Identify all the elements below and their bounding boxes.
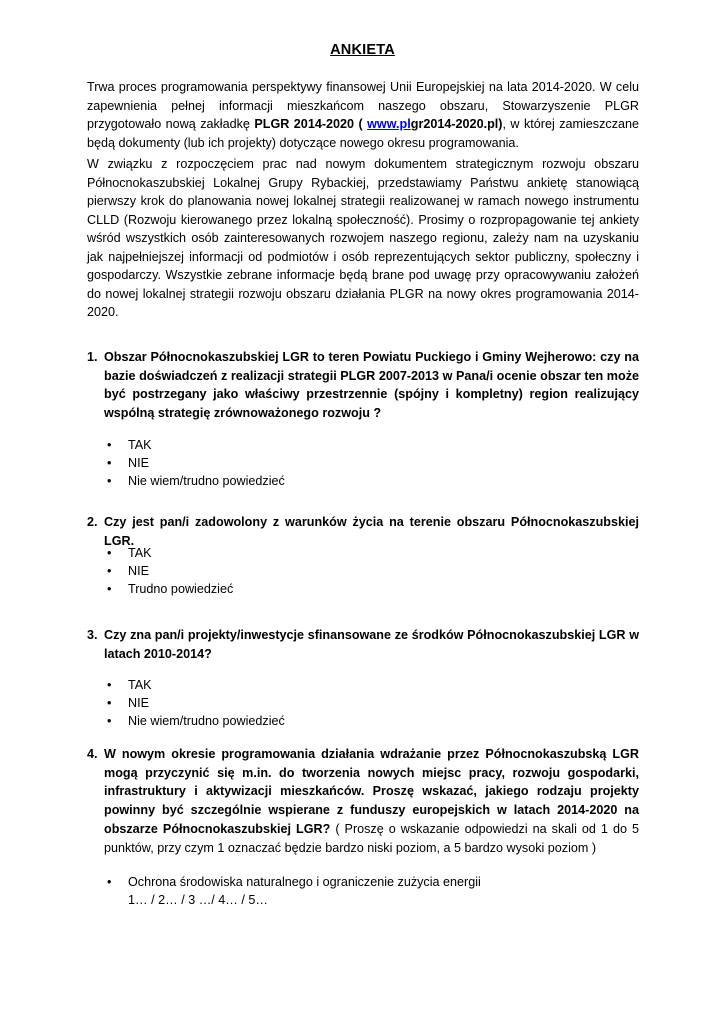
- page-title: ANKIETA: [330, 42, 395, 58]
- question-text: Czy zna pan/i projekty/inwestycje sfinansowane ze środków Północnokaszubskiej LGR w latach 2010-2014?: [104, 628, 639, 661]
- question-2-options: [107, 545, 233, 598]
- option-label: TAK: [128, 546, 152, 560]
- question-number: 4.: [87, 747, 98, 761]
- website-link[interactable]: [367, 117, 411, 131]
- option-item[interactable]: [107, 695, 285, 713]
- option-item[interactable]: [107, 581, 233, 599]
- option-label: NIE: [128, 563, 149, 578]
- option-label: Nie wiem/trudno powiedzieć: [128, 713, 285, 728]
- option-item[interactable]: [107, 545, 233, 563]
- question-3-options: [107, 677, 285, 730]
- bullet-icon: •: [107, 438, 112, 452]
- question-number: 3.: [87, 628, 98, 642]
- bullet-icon: •: [107, 581, 112, 596]
- website-link-part-1[interactable]: www.pl: [367, 117, 411, 131]
- question-text: Czy jest pan/i zadowolony z warunków życia na terenie obszaru Północnokaszubskiej LGR.: [104, 515, 639, 548]
- option-label: Nie wiem/trudno powiedzieć: [128, 473, 285, 488]
- intro-p1-text: Trwa proces programowania perspektywy finansowej Unii Europejskiej na lata 2014-2020. W celu zapewnienia pełnej informacji mieszkańcom naszego obszaru, Stowarzyszenie PLGR przygotowało nową zakładkę: [87, 80, 639, 131]
- question-1: [87, 348, 639, 423]
- option-item[interactable]: [107, 563, 233, 581]
- option-item[interactable]: [107, 437, 285, 455]
- question-3: [87, 626, 639, 663]
- option-label: Trudno powiedzieć: [128, 581, 234, 596]
- bullet-icon: •: [107, 695, 112, 710]
- question-number: 2.: [87, 515, 98, 529]
- bullet-icon: •: [107, 678, 112, 692]
- question-4: [87, 745, 639, 857]
- rating-scale[interactable]: 1… / 2… / 3 …/ 4… / 5…: [128, 892, 268, 907]
- option-label: TAK: [128, 438, 152, 452]
- question-number: 1.: [87, 350, 98, 364]
- question-text: [104, 745, 639, 857]
- option-label: NIE: [128, 455, 149, 470]
- option-label: TAK: [128, 678, 152, 692]
- bullet-icon: •: [107, 713, 112, 728]
- website-link-part-2: gr2014-2020.pl): [410, 117, 503, 131]
- intro-p1-after: , w której zamieszczane będą dokumenty (lub ich projekty) dotyczące nowego okresu programowania.: [87, 117, 639, 150]
- question-4-main-text: W nowym okresie programowania działania wdrażanie przez Północnokaszubską LGR mogą przyczynić się m.in. do tworzenia nowych miejsc pracy, rozwoju gospodarki, infrastruktury i aktywizacji mieszkańców. Proszę wskazać, jakiego rodzaju projekty powinny być szczególnie wspierane z funduszy europejskich w latach 2014-2020 na obszarze Północnokaszubskiej LGR?: [104, 747, 639, 836]
- intro-paragraph-1: [87, 78, 639, 152]
- option-item[interactable]: [107, 455, 285, 473]
- option-item[interactable]: [107, 713, 285, 731]
- intro-p1-bold: PLGR 2014-2020 (: [254, 117, 368, 131]
- bullet-icon: •: [107, 875, 112, 889]
- option-label: Ochrona środowiska naturalnego i ograniczenie zużycia energii: [128, 875, 481, 889]
- option-item[interactable]: [107, 874, 481, 910]
- question-1-options: [107, 437, 285, 490]
- bullet-icon: •: [107, 455, 112, 470]
- bullet-icon: •: [107, 563, 112, 578]
- option-item[interactable]: [107, 677, 285, 695]
- question-text: Obszar Północnokaszubskiej LGR to teren Powiatu Puckiego i Gminy Wejherowo: czy na bazie doświadczeń z realizacji strategii PLGR 2007-2013 w Pana/i ocenie obszar ten może być postrzegany jako właściwy przestrzennie (spójny i kompletny) region realizujący wspólną strategię zrównoważonego rozwoju ?: [104, 350, 639, 421]
- question-4-options: [107, 874, 481, 910]
- bullet-icon: •: [107, 546, 112, 560]
- option-item[interactable]: [107, 473, 285, 491]
- question-4-note: ( Proszę o wskazanie odpowiedzi na skali od 1 do 5 punktów, przy czym 1 oznaczać będzie bardzo niski poziom, a 5 bardzo wysoki poziom ): [104, 821, 639, 855]
- intro-paragraph-2: W związku z rozpoczęciem prac nad nowym dokumentem strategicznym rozwoju obszaru Północnokaszubskiej Lokalnej Grupy Rybackiej, przedstawiamy Państwu ankietę stanowiącą pierwszy krok do planowania nowej lokalnej strategii realizowanej w ramach nowego instrumentu CLLD (Rozwoju kierowanego przez lokalną społeczność). Prosimy o rozpropagowanie tej ankiety wśród wszystkich osób zainteresowanych rozwojem naszego regionu, zależy nam na uzyskaniu jak najpełniejszej informacji od podmiotów i osób reprezentujących sektor publiczny, społeczny i gospodarczy. Wszystkie zebrane informacje będą brane pod uwagę przy opracowywaniu założeń do nowej lokalnej strategii rozwoju obszaru działania PLGR na nowy okres programowania 2014-2020.: [87, 157, 639, 319]
- bullet-icon: •: [107, 473, 112, 488]
- option-label: NIE: [128, 695, 149, 710]
